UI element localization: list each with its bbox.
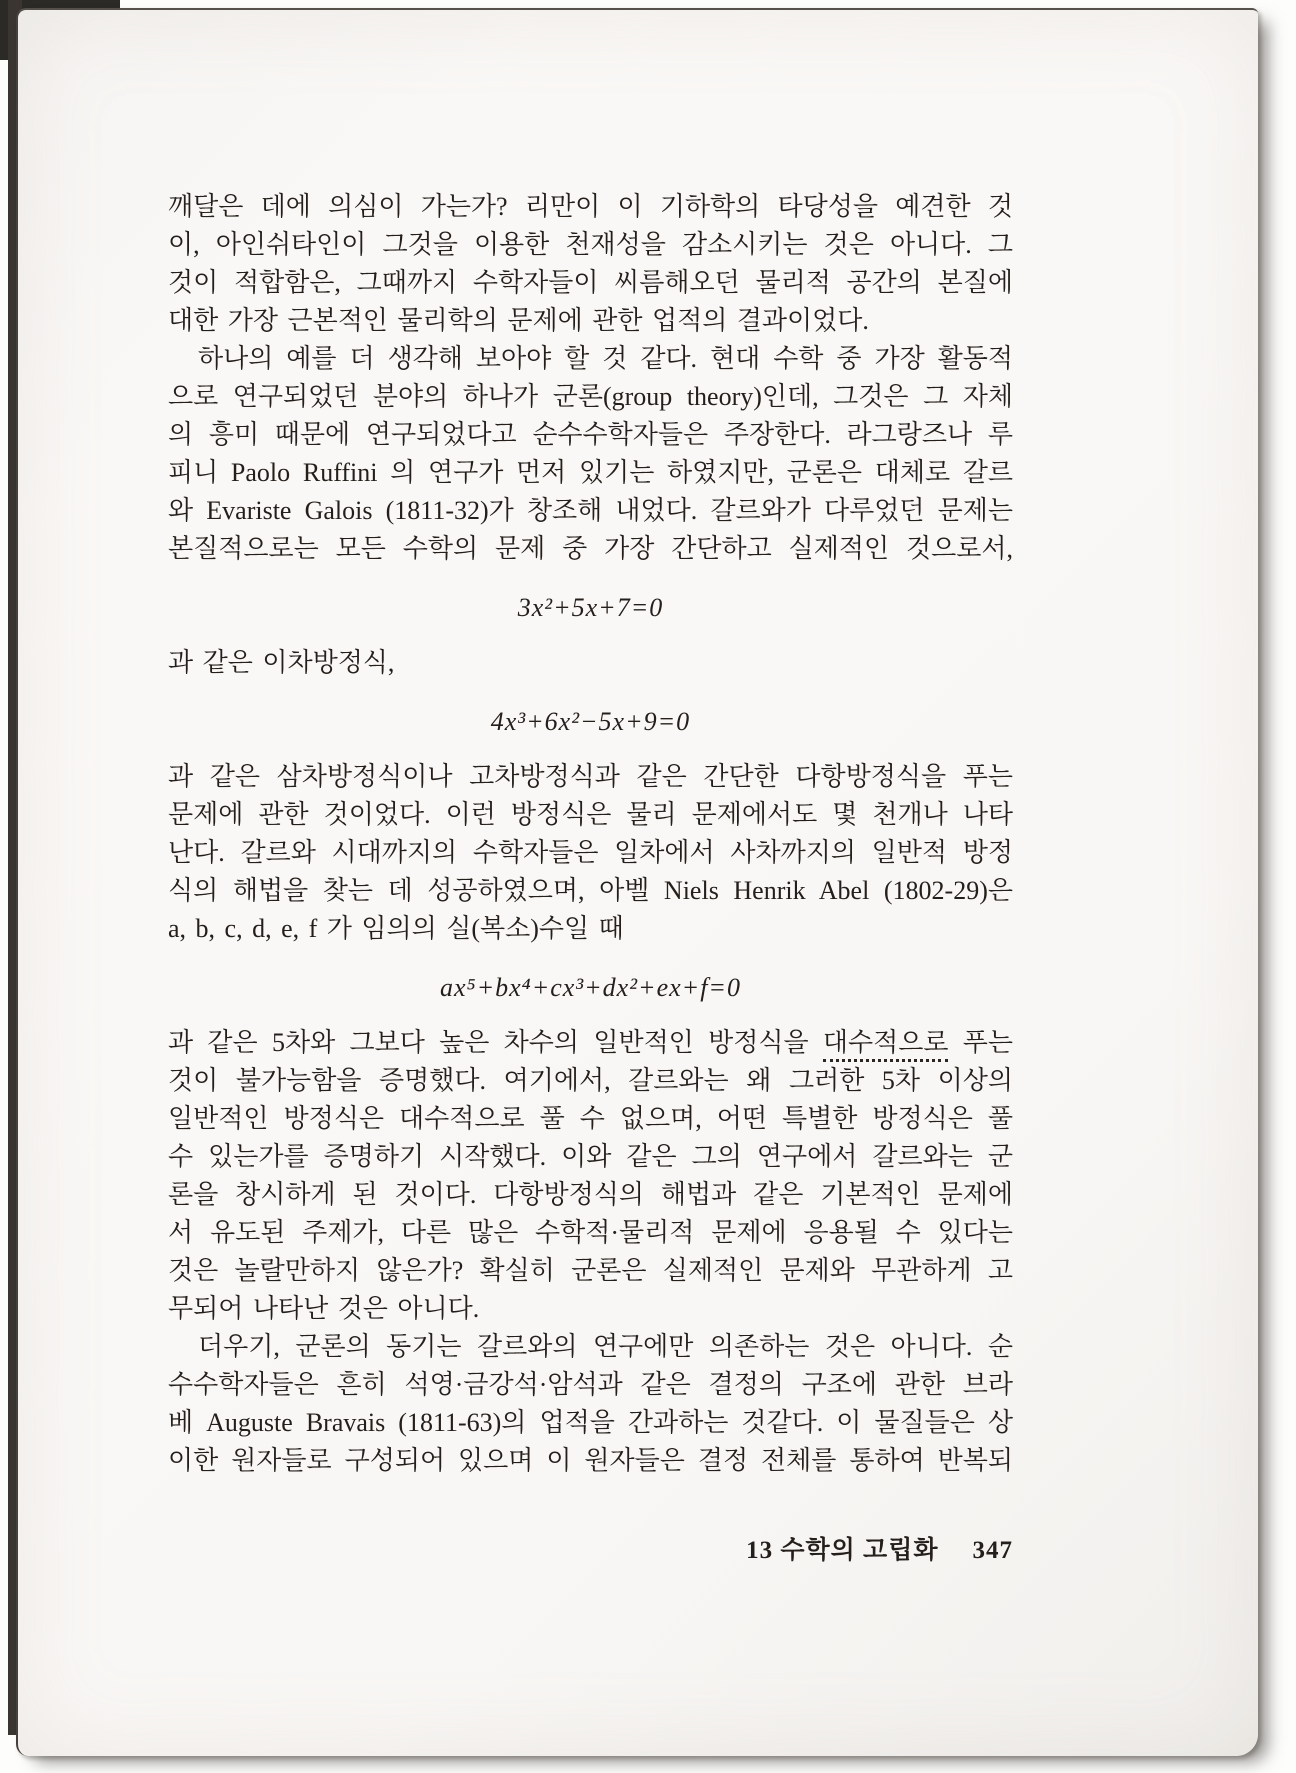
text-line: 서 유도된 주제가, 다른 많은 수학적·물리적 문제에 응용될 수 있다는 xyxy=(168,1218,1013,1247)
text-line: 이, 아인쉬타인이 그것을 이용한 천재성을 감소시키는 것은 아니다. 그 xyxy=(168,230,1013,259)
text-line: 이한 원자들로 구성되어 있으며 이 원자들은 결정 전체를 통하여 반복되 xyxy=(168,1446,1013,1475)
text-line: 과 같은 이차방정식, xyxy=(168,648,395,677)
text-line: 본질적으로는 모든 수학의 문제 중 가장 간단하고 실제적인 것으로서, xyxy=(168,534,1013,563)
text-line: 일반적인 방정식은 대수적으로 풀 수 없으며, 어떤 특별한 방정식은 풀 xyxy=(168,1104,1013,1133)
running-footer xyxy=(168,1530,1013,1566)
text-line: 문제에 관한 것이었다. 이런 방정식은 물리 문제에서도 몇 천개나 나타 xyxy=(168,800,1013,829)
emphasis-line-pre: 과 같은 5차와 그보다 높은 차수의 일반적인 방정식을 xyxy=(168,1028,823,1057)
text-line: 수수학자들은 흔히 석영·금강석·암석과 같은 결정의 구조에 관한 브라 xyxy=(168,1370,1013,1399)
text-line: 의 흥미 때문에 연구되었다고 순수수학자들은 주장한다. 라그랑즈나 루 xyxy=(168,420,1013,449)
text-line: 베 Auguste Bravais (1811-63)의 업적을 간과하는 것같다. 이 물질들은 상 xyxy=(168,1408,1013,1437)
equation-quintic: ax⁵+bx⁴+cx³+dx²+ex+f=0 xyxy=(440,973,741,1002)
text-line: 난다. 갈르와 시대까지의 수학자들은 일차에서 사차까지의 일반적 방정 xyxy=(168,838,1013,867)
text-line: 것이 불가능함을 증명했다. 여기에서, 갈르와는 왜 그러한 5차 이상의 xyxy=(168,1066,1013,1095)
text-line: 과 같은 삼차방정식이나 고차방정식과 같은 간단한 다항방정식을 푸는 xyxy=(168,762,1013,791)
text-line: 더우기, 군론의 동기는 갈르와의 연구에만 의존하는 것은 아니다. 순 xyxy=(198,1332,1013,1361)
chapter-label: 13 수학의 고립화 xyxy=(746,1537,939,1564)
text-line: 것이 적합함은, 그때까지 수학자들이 씨름해오던 물리적 공간의 본질에 xyxy=(168,268,1013,297)
body-text xyxy=(168,188,1013,1480)
page-number: 347 xyxy=(972,1537,1013,1564)
text-line: 것은 놀랄만하지 않은가? 확실히 군론은 실제적인 문제와 무관하게 고 xyxy=(168,1256,1013,1285)
equation-quadratic: 3x²+5x+7=0 xyxy=(517,593,664,622)
text-line-with-emphasis xyxy=(168,1024,1013,1062)
emphasized-word: 대수적으로 xyxy=(823,1028,949,1062)
text-line: 식의 해법을 찾는 데 성공하였으며, 아벨 Niels Henrik Abel (1802-29)은 xyxy=(168,876,1013,905)
text-line: 와 Evariste Galois (1811-32)가 창조해 내었다. 갈르와가 다루었던 문제는 xyxy=(168,496,1013,525)
text-line: a, b, c, d, e, f 가 임의의 실(복소)수일 때 xyxy=(168,914,624,943)
emphasis-line-post: 푸는 xyxy=(948,1028,1014,1057)
text-line: 으로 연구되었던 분야의 하나가 군론(group theory)인데, 그것은 그 자체 xyxy=(168,382,1013,411)
text-line: 수 있는가를 증명하기 시작했다. 이와 같은 그의 연구에서 갈르와는 군 xyxy=(168,1142,1013,1171)
text-line: 무되어 나타난 것은 아니다. xyxy=(168,1294,480,1323)
book-page xyxy=(16,8,1258,1756)
text-line: 론을 창시하게 된 것이다. 다항방정식의 해법과 같은 기본적인 문제에 xyxy=(168,1180,1013,1209)
text-line: 깨달은 데에 의심이 가는가? 리만이 이 기하학의 타당성을 예견한 것 xyxy=(168,192,1013,221)
text-line: 하나의 예를 더 생각해 보아야 할 것 같다. 현대 수학 중 가장 활동적 xyxy=(198,344,1013,373)
text-line: 피니 Paolo Ruffini 의 연구가 먼저 있기는 하였지만, 군론은 대체로 갈르 xyxy=(168,458,1013,487)
equation-cubic: 4x³+6x²−5x+9=0 xyxy=(490,707,691,736)
text-line: 대한 가장 근본적인 물리학의 문제에 관한 업적의 결과이었다. xyxy=(168,306,869,335)
